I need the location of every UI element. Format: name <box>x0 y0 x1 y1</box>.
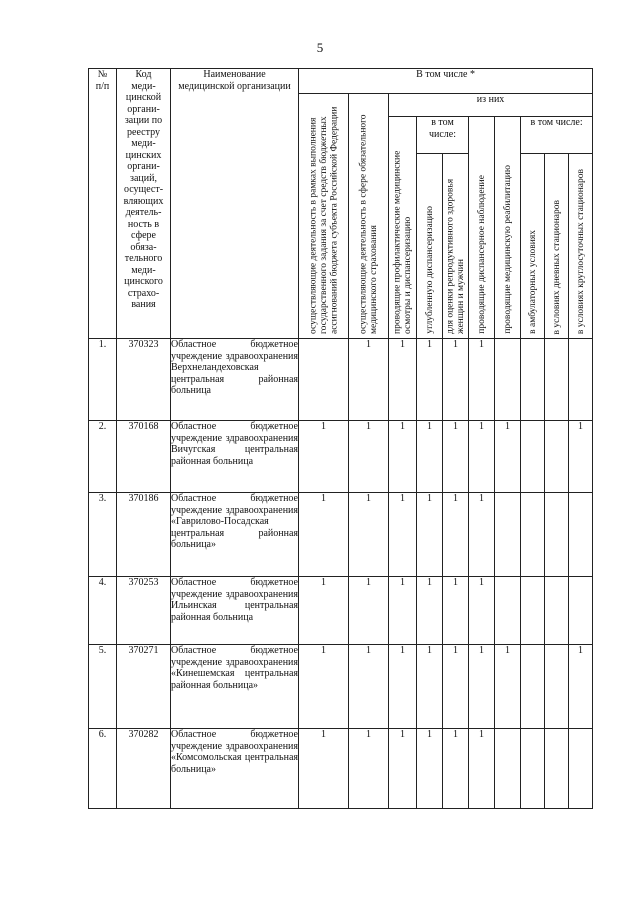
cell-c10: 1 <box>569 645 593 729</box>
cell-c9 <box>545 577 569 645</box>
table-row <box>89 577 593 645</box>
cell-c4: 1 <box>417 645 443 729</box>
table-row <box>89 729 593 809</box>
row-num: 1. <box>89 339 117 421</box>
cell-c10: 1 <box>569 421 593 493</box>
cell-c7: 1 <box>495 421 521 493</box>
cell-c10 <box>569 729 593 809</box>
row-name: Областное бюджетное учреждение здравоохранения Ильинская центральная районная больница <box>171 577 299 645</box>
cell-c3: 1 <box>389 729 417 809</box>
row-name: Областное бюджетное учреждение здравоохранения Верхнеландеховская центральная районная больница <box>171 339 299 421</box>
row-num: 2. <box>89 421 117 493</box>
header-num: № п/п <box>89 69 117 339</box>
cell-c5: 1 <box>443 339 469 421</box>
table-row <box>89 421 593 493</box>
cell-c8 <box>521 577 545 645</box>
header-outpatient: в амбулаторных условиях <box>521 154 545 339</box>
cell-c1: 1 <box>299 645 349 729</box>
header-rehabilitation: проводящие медицинскую реабилитацию <box>495 117 521 339</box>
header-oms: осуществляющие деятельность в сфере обязательного медицинского страхования <box>349 94 389 339</box>
header-round-clock: в условиях круглосуточных стационаров <box>569 154 593 339</box>
row-num: 5. <box>89 645 117 729</box>
cell-c6: 1 <box>469 729 495 809</box>
cell-c9 <box>545 729 569 809</box>
row-code: 370323 <box>117 339 171 421</box>
cell-c5: 1 <box>443 577 469 645</box>
cell-c7 <box>495 339 521 421</box>
cell-c1 <box>299 339 349 421</box>
cell-c3: 1 <box>389 339 417 421</box>
cell-c8 <box>521 729 545 809</box>
medical-organizations-table <box>88 68 593 809</box>
cell-c2: 1 <box>349 421 389 493</box>
cell-c4: 1 <box>417 493 443 577</box>
header-iz-nih: из них <box>389 94 593 117</box>
cell-c8 <box>521 645 545 729</box>
cell-c2: 1 <box>349 577 389 645</box>
row-name: Областное бюджетное учреждение здравоохранения «Комсомольская центральная больница» <box>171 729 299 809</box>
cell-c6: 1 <box>469 421 495 493</box>
cell-c2: 1 <box>349 729 389 809</box>
header-state-assignment: осуществляющие деятельность в рамках выполнения государственного задания за счет средств бюджетных ассигнований бюджета субъекта Российской Федерации <box>299 94 349 339</box>
cell-c4: 1 <box>417 421 443 493</box>
header-v-tom-chisle: В том числе * <box>299 69 593 94</box>
cell-c7: 1 <box>495 645 521 729</box>
row-code: 370186 <box>117 493 171 577</box>
header-dispensary: проводящие диспансерное наблюдение <box>469 117 495 339</box>
cell-c10 <box>569 339 593 421</box>
cell-c7 <box>495 493 521 577</box>
header-prophylactic: проводящие профилактические медицинские осмотры и диспансеризацию <box>389 117 417 339</box>
cell-c3: 1 <box>389 421 417 493</box>
cell-c6: 1 <box>469 339 495 421</box>
cell-c3: 1 <box>389 645 417 729</box>
row-name: Областное бюджетное учреждение здравоохранения Вичугская центральная районная больница <box>171 421 299 493</box>
header-v-tom-chisle-2: в том числе: <box>417 117 469 154</box>
cell-c1: 1 <box>299 421 349 493</box>
cell-c8 <box>521 421 545 493</box>
row-code: 370253 <box>117 577 171 645</box>
row-num: 4. <box>89 577 117 645</box>
cell-c6: 1 <box>469 645 495 729</box>
cell-c4: 1 <box>417 729 443 809</box>
cell-c9 <box>545 493 569 577</box>
cell-c1: 1 <box>299 729 349 809</box>
cell-c8 <box>521 493 545 577</box>
cell-c10 <box>569 493 593 577</box>
cell-c5: 1 <box>443 421 469 493</box>
cell-c3: 1 <box>389 493 417 577</box>
cell-c5: 1 <box>443 729 469 809</box>
cell-c4: 1 <box>417 339 443 421</box>
cell-c7 <box>495 729 521 809</box>
cell-c5: 1 <box>443 493 469 577</box>
header-v-tom-chisle-3: в том числе: <box>521 117 593 154</box>
cell-c9 <box>545 421 569 493</box>
row-num: 3. <box>89 493 117 577</box>
cell-c8 <box>521 339 545 421</box>
row-code: 370271 <box>117 645 171 729</box>
cell-c2: 1 <box>349 645 389 729</box>
cell-c2: 1 <box>349 493 389 577</box>
row-num: 6. <box>89 729 117 809</box>
cell-c1: 1 <box>299 493 349 577</box>
page-number: 5 <box>316 40 324 55</box>
cell-c1: 1 <box>299 577 349 645</box>
cell-c4: 1 <box>417 577 443 645</box>
header-name: Наименование медицинской организации <box>171 69 299 339</box>
header-in-depth: углубленную диспансеризацию <box>417 154 443 339</box>
table-row <box>89 339 593 421</box>
table-row <box>89 493 593 577</box>
cell-c9 <box>545 645 569 729</box>
row-code: 370282 <box>117 729 171 809</box>
cell-c3: 1 <box>389 577 417 645</box>
cell-c9 <box>545 339 569 421</box>
cell-c6: 1 <box>469 493 495 577</box>
cell-c5: 1 <box>443 645 469 729</box>
row-code: 370168 <box>117 421 171 493</box>
header-code: Код меди- цинской органи- зации по реестру меди- цинских органи- заций, осущест- вляющих деятель- ность в сфере обяза- тельного меди- цинского страхо- вания <box>117 69 171 339</box>
table-row <box>89 645 593 729</box>
cell-c7 <box>495 577 521 645</box>
cell-c10 <box>569 577 593 645</box>
row-name: Областное бюджетное учреждение здравоохранения «Гаврилово-Посадская центральная районная больница» <box>171 493 299 577</box>
header-reproductive: для оценки репродуктивного здоровья женщин и мужчин <box>443 154 469 339</box>
cell-c2: 1 <box>349 339 389 421</box>
header-day-hospital: в условиях дневных стационаров <box>545 154 569 339</box>
cell-c6: 1 <box>469 577 495 645</box>
row-name: Областное бюджетное учреждение здравоохранения «Кинешемская центральная районная больница» <box>171 645 299 729</box>
